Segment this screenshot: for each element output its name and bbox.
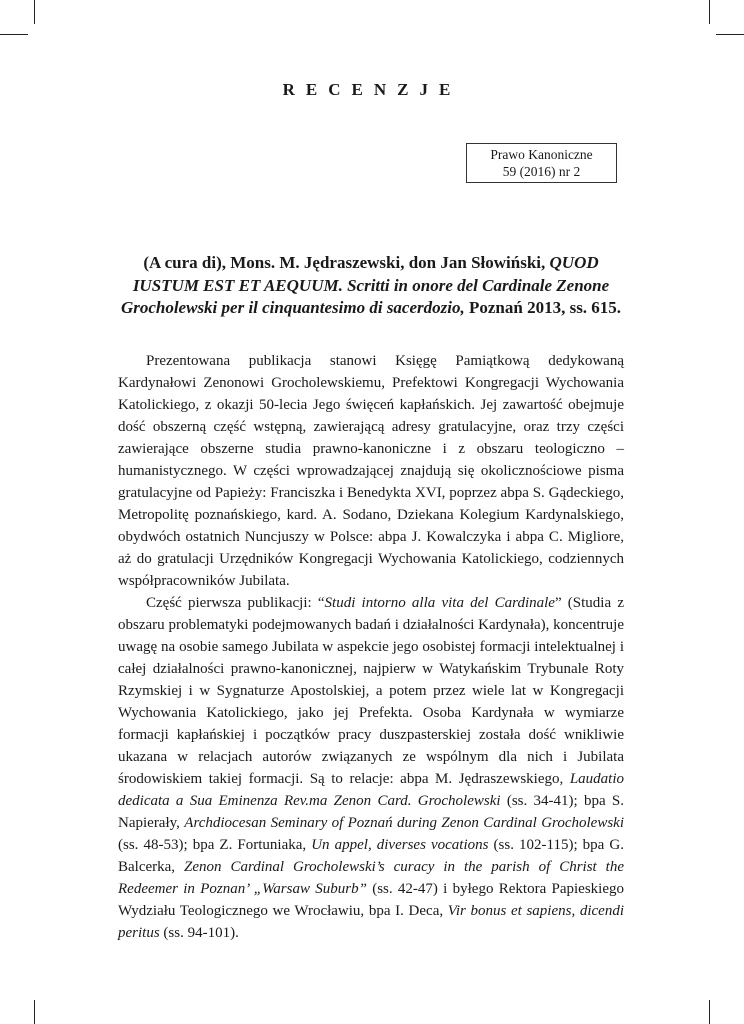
crop-mark-top-right <box>709 0 710 24</box>
italic-run: Laudatio dedicata a Sua Eminenza Rev.ma Zenon Card. Grocholewski <box>118 771 624 809</box>
crop-mark-top-left <box>34 0 35 24</box>
review-title-publication: Poznań 2013, ss. 615. <box>464 298 622 317</box>
text-run: (ss. 48-53); bpa Z. Fortuniaka, <box>118 837 312 853</box>
review-title-editors: (A cura di), Mons. M. Jędraszewski, don Jan Słowiński, <box>143 253 546 272</box>
italic-run: Zenon Cardinal Grocholewski’s curacy in the parish of Christ the Redeemer in Poznan’ „Warsaw Suburb” <box>118 859 624 897</box>
crop-mark-top-right-h <box>716 34 744 35</box>
review-title <box>118 252 624 320</box>
paragraph-2 <box>118 592 624 944</box>
text-run: (ss. 94-101). <box>159 925 239 941</box>
text-run: ” (Studia z obszaru problematyki podejmowanych badań i działalności Kardynała), koncentruje uwagę na osobie samego Jubilata w aspekcie jego osobistej formacji intelektualnej i całej działalności prawno-kanonicznej, najpierw w Watykańskim Trybunale Roty Rzymskiej i w Sygnaturze Apostolskiej, a potem przez wiele lat w Kongregacji Wychowania Katolickiego, jako jej Prefekta. Osoba Kardynała w wymiarze formacji kapłańskiej i początków pracy duszpasterskiej została dość wnikliwie ukazana w relacjach autorów związanych ze wspólnym dla nich i Jubilata środowiskiem takiej formacji. Są to relacje: abpa M. Jędraszewskiego, <box>118 595 624 787</box>
review-body <box>118 350 624 944</box>
crop-mark-top-left-h <box>0 34 28 35</box>
italic-run: Vir bonus et sapiens, dicendi peritus <box>118 903 624 941</box>
journal-name: Prawo Kanoniczne <box>490 147 593 162</box>
crop-mark-bottom-right <box>709 1000 710 1024</box>
section-heading: RECENZJE <box>282 80 462 99</box>
text-run: (ss. 42-47) i byłego Rektora Papieskiego Wydziału Teologicznego we Wrocławiu, bpa I. Deca, <box>118 881 624 919</box>
text-run: (ss. 34-41); bpa S. Napierały, <box>118 793 625 831</box>
text-run: (ss. 102-115); bpa G. Balcerka, <box>118 837 624 875</box>
italic-run: Archdiocesan Seminary of Poznań during Zenon Cardinal Grocholewski <box>184 815 624 831</box>
crop-mark-bottom-left <box>34 1000 35 1024</box>
italic-run: Studi intorno alla vita del Cardinale <box>324 595 555 611</box>
review-title-book: QUOD IUSTUM EST ET AEQUUM. Scritti in onore del Cardinale Zenone Grocholewski per il cinquantesimo di sacerdozio, <box>120 253 610 317</box>
journal-volume: 59 (2016) nr 2 <box>502 164 581 179</box>
paragraph-1: Prezentowana publikacja stanowi Księgę Pamiątkową dedykowaną Kardynałowi Zenonowi Grocholewskiemu, Prefektowi Kongregacji Wychowania Katolickiego, z okazji 50-lecia Jego święceń kapłańskich. Jej zawartość obejmuje dość obszerną część wstępną, zawierającą adresy gratulacyjne, oraz trzy części zawierające obszerne studia prawno-kanoniczne i z obszaru teologiczno – humanistycznego. W części wprowadzającej znajdują się okolicznościowe pisma gratulacyjne od Papieży: Franciszka i Benedykta XVI, poprzez abpa S. Gądeckiego, Metropolitę poznańskiego, kard. A. Sodano, Dziekana Kolegium Kardynalskiego, obydwóch ostatnich Nuncjuszy w Polsce: abpa J. Kowalczyka i abpa C. Migliore, aż do gratulacji Urzędników Kongregacji Wychowania Katolickiego, codziennych współpracowników Jubilata. <box>118 353 624 589</box>
text-run: Część pierwsza publikacji: “ <box>146 595 325 611</box>
italic-run: Un appel, diverses vocations <box>311 837 489 853</box>
journal-info-box <box>466 143 617 183</box>
